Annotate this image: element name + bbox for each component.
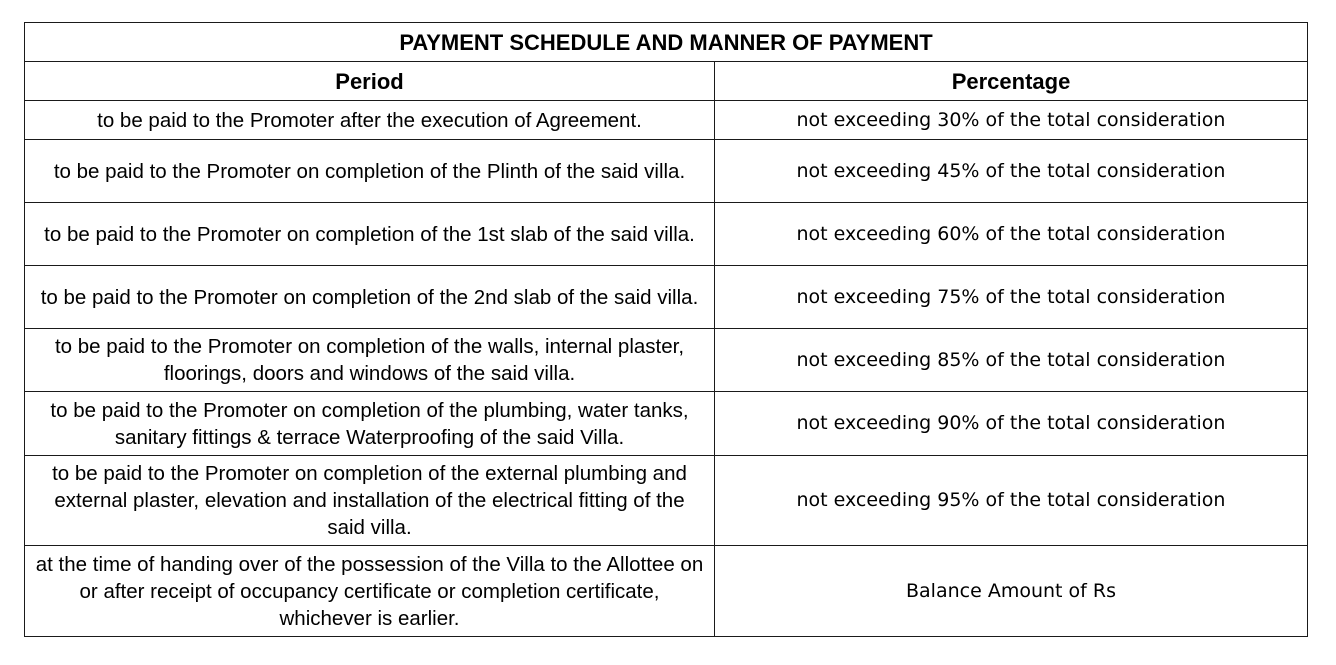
table-row	[25, 329, 1308, 392]
table-row	[25, 392, 1308, 456]
period-cell: to be paid to the Promoter on completion of the 1st slab of the said villa.	[25, 203, 715, 266]
period-cell: at the time of handing over of the possession of the Villa to the Allottee on or after receipt of occupancy certificate or completion certificate, whichever is earlier.	[25, 546, 715, 637]
period-cell: to be paid to the Promoter on completion of the walls, internal plaster, floorings, doors and windows of the said villa.	[25, 329, 715, 392]
percentage-cell: not exceeding 85% of the total consideration	[715, 329, 1308, 392]
percentage-cell: not exceeding 95% of the total consideration	[715, 456, 1308, 546]
period-cell: to be paid to the Promoter after the execution of Agreement.	[25, 101, 715, 140]
percentage-column-header: Percentage	[715, 62, 1308, 101]
percentage-cell: not exceeding 30% of the total consideration	[715, 101, 1308, 140]
percentage-cell: not exceeding 60% of the total consideration	[715, 203, 1308, 266]
table-row	[25, 203, 1308, 266]
percentage-cell: not exceeding 75% of the total consideration	[715, 266, 1308, 329]
percentage-cell: Balance Amount of Rs	[715, 546, 1308, 637]
percentage-cell: not exceeding 90% of the total consideration	[715, 392, 1308, 456]
payment-schedule-table	[24, 22, 1308, 637]
period-cell: to be paid to the Promoter on completion of the external plumbing and external plaster, elevation and installation of the electrical fitting of the said villa.	[25, 456, 715, 546]
table-row	[25, 140, 1308, 203]
period-cell: to be paid to the Promoter on completion of the Plinth of the said villa.	[25, 140, 715, 203]
table-row	[25, 266, 1308, 329]
period-cell: to be paid to the Promoter on completion of the plumbing, water tanks, sanitary fittings & terrace Waterproofing of the said Villa.	[25, 392, 715, 456]
period-column-header: Period	[25, 62, 715, 101]
percentage-cell: not exceeding 45% of the total consideration	[715, 140, 1308, 203]
table-row	[25, 101, 1308, 140]
header-row	[25, 62, 1308, 101]
title-row	[25, 23, 1308, 62]
table-title: PAYMENT SCHEDULE AND MANNER OF PAYMENT	[25, 23, 1308, 62]
table-row	[25, 456, 1308, 546]
table-row	[25, 546, 1308, 637]
period-cell: to be paid to the Promoter on completion of the 2nd slab of the said villa.	[25, 266, 715, 329]
